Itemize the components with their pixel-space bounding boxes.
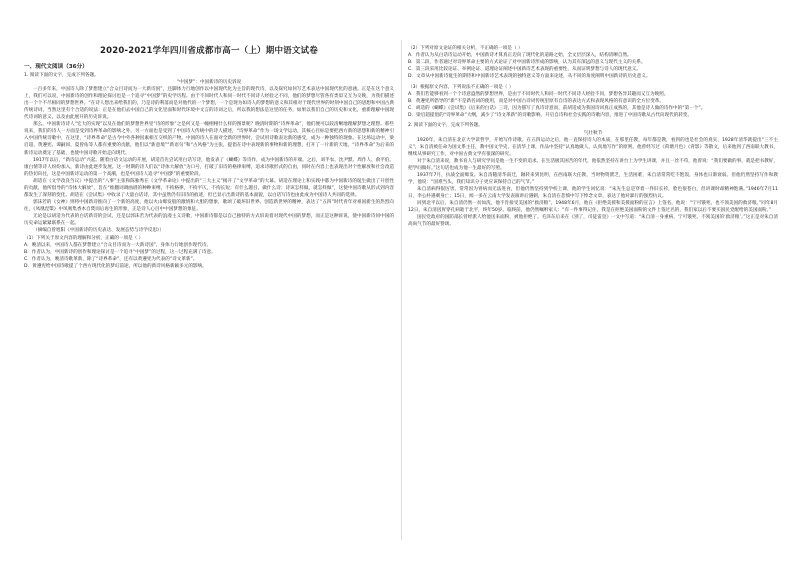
article-2-paragraph-1: 1920年，朱自清在北京大学读哲学，开始写作诗歌。在五四运动之后，他一直保持诗人的本质，在那里任教，每年都是教，看到的也是社会的真实，1928年清华就提出“三不主义”，朱自清被任命为国文系主任，教中国文学史，在清华上课，作品中坚持“认真地做人，认真地写作”的原则。他曾经写过《荷塘月色》《背影》等散文，后来他到了西南联大教书，继续从事研究工作，对中国古典文学有很深的研究。 [408, 137, 778, 157]
article-paragraph-3: 1917年以后，“新诗运动”兴起。随着白话文运动的开展，胡适首先尝试用白话写诗，他发表了《蝴蝶》等诗作，成为中国新诗的开端。之后，刘半农、沈尹默、周作人、俞平伯、康白情等诗人纷纷加入，新诗由此逐步发展。这一时期的诗人们以“诗体大解放”为口号，打破了旧诗的格律束缚，追求诗歌形式的自由，同时在内容上也表现出对个性解放和社会改造的热切向往，这是中国新诗运动的第一个高潮，也是中国诗人追寻“中国梦”的重要阶段。 [24, 157, 394, 177]
article-title: “中国梦”：中国新诗的历史诉说 [176, 80, 242, 86]
question-1-option-d: D．黄遵宪给中国诗歌提了个西方现代化的梦幻前途，所以他的新诗风格新颖多元的影响。 [24, 264, 207, 270]
article-source: （摘编自曾旭阳《中国新诗的历史表达、发展态势与诗学反思》） [33, 228, 164, 234]
section-heading: 一、现代文阅读（36分） [24, 64, 88, 70]
article-2-paragraph-5: 回到北平以后，朱自清仍然一贫如洗，他不肯接受美国的“救济粮”，1948年6月，他在《拒绝美援和美援面粉的宣言》上签名，他说：“宁可饿死，也不领美国的救济粮。”同年8月12日，朱自清因胃穿孔病逝于北平，终年50岁。临终前，他仍然嘱咐家人：“有一件事得记住，我是在拒绝美国面粉的文件上签过名的，我们家以后不要买国民党配给的美国面粉。” [408, 200, 778, 214]
question-3-option-c: C．胡适的《蝴蝶》《尝试集》《后来的白话》三诗，因为描写了真诗诗意而，前胡适成为我国诗词真正成熟的，其他是诗人做的诗作中的“第一个”。 [408, 106, 706, 112]
question-1-option-b: B．作者认为，中国新诗的创作和理论探讨是一个追寻“中国梦”的过程，这一过程充满了诗意。 [24, 250, 216, 256]
question-3-option-d: D．梁启超提倡的“诗界革命”大纲，减少了“诗文革新”的诗歌影响，开启自诗和社会实践的诗歌内容，推进了中国诗歌从古代向现代的转变。 [408, 113, 693, 119]
question-2: （2）下列对原文论证的相关分析，不正确的一项是（ ） [408, 46, 523, 51]
exam-title: 2020-2021学年四川省成都市高一（上）期中语文试卷 [100, 46, 318, 56]
question-intro-2: 2. 阅读下面的文字，完成下列各题。 [408, 123, 483, 129]
right-column [408, 0, 778, 562]
question-3: （3）根据原文内容，下列说法不正确的一项是（ ） [408, 85, 514, 91]
question-2-option-d: D．文章从中国新诗诞生的期待和中国新诗艺术表现的独特意义等方面来论述，从不同的角度阐明中国新诗的历史意义。 [408, 74, 651, 80]
question-1-option-c: C．作者认为，晚清诗歌革新，除了“诗界革命”，还有以黄遵宪为代表的“诗文革新”。 [24, 257, 198, 263]
question-3-option-b: B．黄遵宪所倡导的“新”不是新名词的使用，而是对中国古诗词传统里原有自诗的表达方式和表现风格的有意识的全方位变革。 [408, 99, 664, 105]
question-2-option-b: B．第二段，作者通过对诗界革命主要的方式论证了对中国新诗形成的影响，认为其有深远的意义与现代主义的关系。 [408, 60, 646, 66]
article-2-title: 气壮秋节 [583, 130, 603, 136]
article-2-paragraph-6: 国民党政府的国防部长曾经派人给他送来面粉，被他拒绝了。毛泽东后来在《别了，司徒雷登》一文中写道：“朱自清一身重病，宁可饿死，不领美国的‘救济粮’。”这正是对朱自清高尚气节的最好赞颂。 [408, 215, 778, 228]
left-column [24, 0, 394, 562]
question-3-option-a: A．我们若能够看到一个个诗意盎然的梦想世界，是由于不同时代人和同一时代不同诗人经验不同，梦想各异其趣而又互为映照。 [408, 92, 669, 98]
article-paragraph-5: 郭沫若的《女神》则将中国新诗推向了一个新的高度。他以火山爆发般的激情和大胆的想象，歌颂了破坏旧世界、创造新世界的精神，表达了“五四”时代青年对祖国新生的热烈向往，《凤凰涅槃》中凤凰集香木自焚而后再生的形象，正是诗人心目中中国梦想的象征。 [24, 199, 394, 212]
question-2-option-c: C．第三段采用比较论证、举例论证、道理论证阐述中国新诗艺术表现的重要性，从而证明梦想与诗人的现代意义。 [408, 67, 641, 73]
question-1: （1）下列关于原文内容的理解和分析，正确的一项是（ ） [24, 236, 144, 242]
question-1-option-a: A．晚清以来，中国诗人都在梦想建立“合众目诗而为一大新诗国”，身体力行地创作现代诗。 [24, 243, 212, 249]
article-2-paragraph-4: 朱自清病得很厉害，常常因为胃病而无法进食，但他仍然坚持到学校上课，他的学生回忆说：“朱先生总是穿着一件旧长衫，脸色很苍白，但讲课时却精神饱满。”1946年7月11日，李公朴遇刺身亡；15日，闻一多在云南大学发表演讲后遇刺，朱自清在悲愤中写下悼念文章，表达了他对暴行的强烈抗议。 [408, 186, 778, 199]
question-2-option-a: A．作者认为从白话诗运动开始，中国新诗才算真正迈向了现代化的道路之始，全文层层深入，结构清晰自然。 [408, 53, 632, 59]
article-paragraph-1: 一百多年来，中国诗人除了梦想建立“合众目诗而为一大新诗国”，还脚体力行地创作以中国现代化为主旨的现代诗，以及探究如何写艺术表达中国现代化的意涵。正是在这个意义上，我们可以说，中国新诗的创作和理论探讨也是一个追寻“中国梦”的史学历程。由于不同时代人和同一时代不同诗人经验之不同，他们的梦想尽管各有类似又互为交映，为我们描述出一个个不尽相同的梦想世界。“在诗人想出来给我们的，乃是诗的利落而是对他代的一个梦想，一个是现为如诗人的梦想的意义和其相对于现代世界的时刻中国自己的思想和中国古典传统诗词，当然这里有个合适的说法：正是在他们去中国自己的文化里面和时代环境中文言的诗词之后，所以我的想法是这里的任务，如果以我们自己的历史和文化，重新理解中国现代诗词的意义，以及由此展开的历史诉说。 [24, 87, 394, 121]
article-paragraph-6: 无论是以胡适为代表的白话新诗的尝试，还是以郭沫若为代表的浪漫主义诗歌，中国新诗都是以自己独特的方式诉说着对现代中国的梦想，而正是这种诉说，使中国新诗同中国的历史命运紧紧联系在一起。 [24, 213, 394, 226]
article-paragraph-2: 那么，中国新诗诗人“宏大的实现”以及在他们的梦想世界里“诗的形象”之是何又是一幢栩栩什么样的图景呢？晚清时期的“诗界革命”，他们便可以较清晰地理解梦想之理想。那些说来，我们的诗人一方面是受到诗界革命的影响之外，另一方面也是受到了中国诗人传统中的诗人描述，“诗界革命”作为一场文学运动，其核心目标是要把西方新的思想和新的精神引入中国传统诗歌中，在这里，“诗界革命”是古今中外各种因素相互交织的产物。中国的诗人在面对全新的世界时，尝试用诗歌表达新的感受，成为一种独特的现象。在这场运动中，梁启超、黄遵宪、谭嗣同、夏曾佑等人都有重要的贡献，他们以“新意境”“新语句”和“古风格”为主张，提倡在诗中表现新的事物和新的理想，打开了一片新的天地，“诗界革命”为后来的新诗运动奠定了基础，也使中国诗歌开始走向现代。 [24, 122, 394, 156]
article-2-paragraph-3: 1937年7月，抗战全面爆发。朱自清随清华南迁，辗转来到昆明，在西南联大任教，当时物资匮乏，生活困难，朱自清常常吃不饱饭，身体也日渐衰弱。但他仍然坚持写作和教学，他说：“国难当头，我们知识分子更应该保持自己的气节。” [408, 172, 778, 185]
column-divider [401, 40, 402, 540]
question-intro: 1. 阅读下面的文字，完成下列各题。 [24, 73, 99, 78]
article-paragraph-4: 胡适在《文学改良刍议》中提出的“八事”主张和陈独秀在《文学革命论》中提出的“三大主义”揭开了“文学革命”的大幕。胡适在理论上和实践中都为中国新诗的诞生做出了开创性的贡献，他所倡导的“诗体大解放”，旨在“推翻词调曲谱的种种束缚，不拘格律，不拘平仄，不拘长短；有什么题目，做什么诗；诗该怎样做，就怎样做”，这使中国诗歌从形式到内容都发生了深刻的变化。胡适在《尝试集》中收录了大量白话诗，其中虽然仍有旧诗的痕迹，但已显示出新诗的基本面貌，以白话写诗也由此成为中国诗人共同的选择。 [24, 178, 394, 198]
article-2-paragraph-2: 对于朱自清来说，教书育人与研究学问是他一生不变的追求。在生活极其困苦的年代，他依然坚持在讲台上为学生讲课，并且一丝不苟，他曾说：“我们要做的事，就是把书教好，把学问做好。”这句话也成为他一生最好的写照。 [408, 158, 778, 171]
